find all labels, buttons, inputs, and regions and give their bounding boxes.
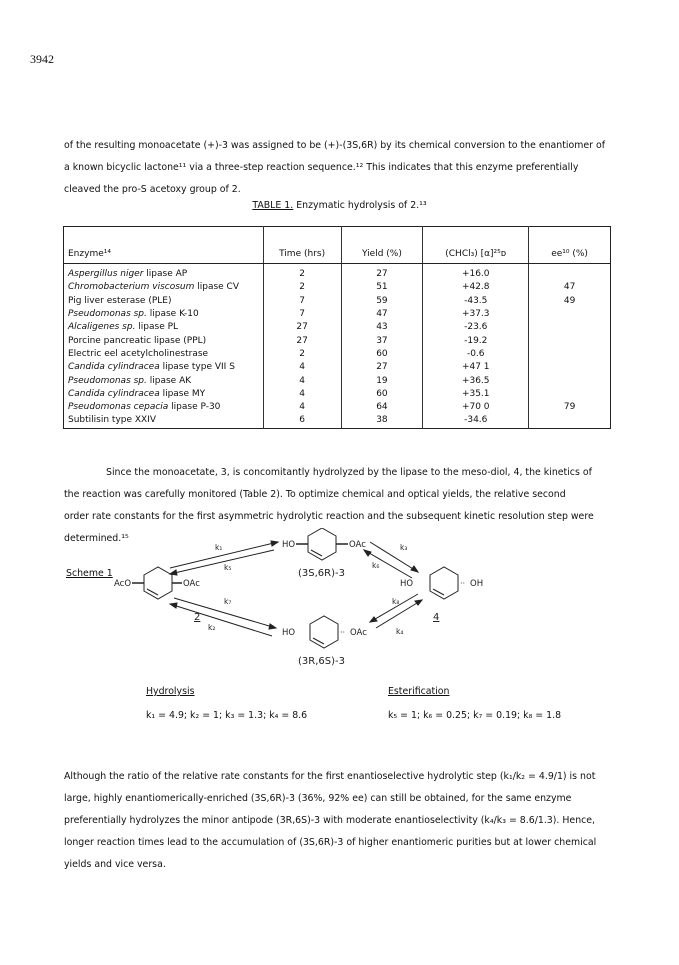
header-ee: ee¹⁰ (%) xyxy=(529,227,611,264)
k2-label: k₂ xyxy=(208,623,216,632)
arrow-k5-head xyxy=(170,570,177,575)
enzyme-name: lipase AP xyxy=(143,269,188,280)
cell-ee: 79 xyxy=(529,401,611,414)
arrow-k1-head xyxy=(271,541,278,546)
cell-rotation: +35.1 xyxy=(423,388,529,401)
kinetics-line-4: determined.¹⁵ xyxy=(64,533,129,544)
cell-ee xyxy=(529,388,611,401)
cell-time: 4 xyxy=(263,401,341,414)
table-row xyxy=(64,321,611,334)
cell-ee xyxy=(529,308,611,321)
cell-rotation: +36.5 xyxy=(423,374,529,387)
arrow-k6-head xyxy=(364,550,371,556)
cell-enzyme xyxy=(64,281,264,294)
intro-line-1: of the resulting monoacetate (+)-3 was assigned to be (+)-(3S,6R) by its chemical conversion to the enantiomer of xyxy=(64,140,606,151)
cell-ee xyxy=(529,334,611,347)
cell-time: 2 xyxy=(263,348,341,361)
cell-ee: 49 xyxy=(529,295,611,308)
table-caption xyxy=(0,200,679,211)
enzyme-organism: Candida cylindracea xyxy=(68,362,160,373)
reaction-arrows xyxy=(170,541,422,636)
cell-time: 7 xyxy=(263,308,341,321)
cell-rotation: -19.2 xyxy=(423,334,529,347)
cell-ee xyxy=(529,361,611,374)
cell-rotation: -23.6 xyxy=(423,321,529,334)
enzyme-name: Electric eel acetylcholinestrase xyxy=(68,348,209,359)
header-time: Time (hrs) xyxy=(263,227,341,264)
cell-time: 27 xyxy=(263,334,341,347)
right-hash-bond: ·· xyxy=(460,579,466,588)
header-rotation: (CHCl₃) [α]²⁵ᴅ xyxy=(423,227,529,264)
k1-label: k₁ xyxy=(215,543,223,552)
cell-rotation: -43.5 xyxy=(423,295,529,308)
ring-bottom xyxy=(282,616,367,667)
table-row xyxy=(64,334,611,347)
kinetics-line-2: the reaction was carefully monitored (Table 2). To optimize chemical and optical yields, the relative second xyxy=(64,489,566,500)
conclusion-line-1: Although the ratio of the relative rate constants for the first enantioselective hydrolytic step (k₁/k₂ = 4.9/1) is not xyxy=(64,771,596,782)
table-row xyxy=(64,281,611,294)
right-right-substituent: OH xyxy=(470,579,484,589)
rate-constant-labels xyxy=(208,543,407,636)
arrow-k5 xyxy=(170,550,274,574)
ring-top xyxy=(282,528,366,579)
top-left-substituent: HO xyxy=(282,540,296,550)
cell-yield: 60 xyxy=(341,388,423,401)
cell-rotation: -0.6 xyxy=(423,348,529,361)
enzyme-name: Subtilisin type XXIV xyxy=(68,415,157,426)
compound-2-label: 2 xyxy=(194,612,201,623)
cell-rotation: +42.8 xyxy=(423,281,529,294)
cell-yield: 27 xyxy=(341,361,423,374)
kinetics-line-3: order rate constants for the first asymmetric hydrolytic reaction and the subsequent kinetic resolution step were xyxy=(64,511,594,522)
hydrolysis-values: k₁ = 4.9; k₂ = 1; k₃ = 1.3; k₄ = 8.6 xyxy=(146,710,308,721)
conclusion-line-3: preferentially hydrolyzes the minor antipode (3R,6S)-3 with moderate enantioselectivity (k₄/k₃ = 8.6/1.3). Hence, xyxy=(64,815,596,826)
cell-yield: 37 xyxy=(341,334,423,347)
cell-ee xyxy=(529,264,611,282)
table-caption-label: TABLE 1. xyxy=(252,200,294,211)
header-enzyme: Enzyme¹⁴ xyxy=(64,227,264,264)
enzyme-name: lipase PL xyxy=(135,322,179,333)
bottom-left-substituent: HO xyxy=(282,628,296,638)
cell-rotation: +70 0 xyxy=(423,401,529,414)
cell-rotation: +37.3 xyxy=(423,308,529,321)
cell-ee: 47 xyxy=(529,281,611,294)
page-number: 3942 xyxy=(30,52,54,66)
intro-line-2: a known bicyclic lactone¹¹ via a three-step reaction sequence.¹² This indicates that this enzyme preferentially xyxy=(64,162,579,173)
top-compound-label: (3S,6R)-3 xyxy=(298,568,345,579)
table-row xyxy=(64,348,611,361)
arrow-k8-head xyxy=(370,617,377,622)
enzyme-name: Pig liver esterase (PLE) xyxy=(68,295,172,306)
cell-ee xyxy=(529,348,611,361)
table-row xyxy=(64,295,611,308)
conclusion-line-4: longer reaction times lead to the accumulation of (3S,6R)-3 of higher enantiomeric purities but at lower chemical xyxy=(64,837,597,848)
cell-rotation: +47 1 xyxy=(423,361,529,374)
enzyme-organism: Aspergillus niger xyxy=(68,269,144,280)
cell-time: 6 xyxy=(263,414,341,428)
cell-enzyme xyxy=(64,295,264,308)
cell-time: 2 xyxy=(263,281,341,294)
cell-rotation: +16.0 xyxy=(423,264,529,282)
cell-yield: 64 xyxy=(341,401,423,414)
kinetics-line-1: Since the monoacetate, 3, is concomitantly hydrolyzed by the lipase to the meso-diol, 4, the kinetics of xyxy=(106,467,592,478)
conclusion-line-2: large, highly enantiomerically-enriched (3S,6R)-3 (36%, 92% ee) can still be obtained, for the same enzyme xyxy=(64,793,572,804)
cell-time: 27 xyxy=(263,321,341,334)
enzyme-name: lipase P-30 xyxy=(168,402,221,413)
cell-yield: 59 xyxy=(341,295,423,308)
bottom-right-substituent: OAc xyxy=(350,628,367,638)
arrow-k7 xyxy=(170,604,272,636)
cell-ee xyxy=(529,414,611,428)
enzyme-organism: Pseudomonas cepacia xyxy=(68,402,169,413)
table-row xyxy=(64,374,611,387)
cell-ee xyxy=(529,321,611,334)
esterification-title: Esterification xyxy=(388,686,450,697)
table-row xyxy=(64,361,611,374)
table-caption-text: Enzymatic hydrolysis of 2.¹³ xyxy=(296,200,427,211)
cell-yield: 27 xyxy=(341,264,423,282)
cell-yield: 43 xyxy=(341,321,423,334)
table-row xyxy=(64,388,611,401)
enzyme-name: lipase K-10 xyxy=(146,309,199,320)
cell-enzyme xyxy=(64,348,264,361)
cell-yield: 51 xyxy=(341,281,423,294)
enzyme-name: lipase type VII S xyxy=(159,362,235,373)
header-yield: Yield (%) xyxy=(341,227,423,264)
cell-ee xyxy=(529,374,611,387)
cell-enzyme xyxy=(64,334,264,347)
top-right-substituent: OAc xyxy=(349,540,366,550)
hydrolysis-title: Hydrolysis xyxy=(146,686,195,697)
reaction-scheme xyxy=(100,528,540,678)
cell-enzyme xyxy=(64,374,264,387)
cell-time: 4 xyxy=(263,388,341,401)
cell-enzyme xyxy=(64,264,264,282)
cell-enzyme xyxy=(64,401,264,414)
cell-enzyme xyxy=(64,414,264,428)
enzyme-name: lipase CV xyxy=(194,282,239,293)
arrow-k2-head xyxy=(269,624,276,629)
enzyme-organism: Alcaligenes sp. xyxy=(68,322,136,333)
table-row xyxy=(64,414,611,428)
cell-time: 7 xyxy=(263,295,341,308)
conclusion-paragraph xyxy=(64,766,644,876)
arrow-k3-head xyxy=(411,566,418,572)
right-left-substituent: HO xyxy=(400,579,414,589)
cell-yield: 60 xyxy=(341,348,423,361)
table-body xyxy=(64,264,611,429)
k7-label: k₇ xyxy=(224,597,232,606)
table-header-row xyxy=(64,227,611,264)
enzyme-organism: Candida cylindracea xyxy=(68,388,160,399)
enzyme-organism: Pseudomonas sp. xyxy=(68,309,147,320)
intro-line-3: cleaved the pro-S acetoxy group of 2. xyxy=(64,184,241,195)
k5-label: k₅ xyxy=(224,563,232,572)
left-left-substituent: AcO xyxy=(114,579,132,589)
conclusion-line-5: yields and vice versa. xyxy=(64,859,166,870)
bottom-hash-bond: ·· xyxy=(340,628,346,637)
k4-label: k₄ xyxy=(396,627,404,636)
bottom-compound-label: (3R,6S)-3 xyxy=(298,656,345,667)
cell-yield: 47 xyxy=(341,308,423,321)
table-row xyxy=(64,401,611,414)
enzyme-organism: Chromobacterium viscosum xyxy=(68,282,195,293)
cell-yield: 38 xyxy=(341,414,423,428)
cell-rotation: -34.6 xyxy=(423,414,529,428)
cell-enzyme xyxy=(64,361,264,374)
enzyme-table xyxy=(63,226,611,429)
cell-time: 4 xyxy=(263,374,341,387)
scheme-label: Scheme 1 xyxy=(66,568,113,579)
enzyme-organism: Pseudomonas sp. xyxy=(68,375,147,386)
cell-time: 2 xyxy=(263,264,341,282)
enzyme-name: lipase AK xyxy=(146,375,192,386)
ring-right xyxy=(400,567,483,623)
cell-time: 4 xyxy=(263,361,341,374)
k3-label: k₃ xyxy=(400,543,408,552)
arrow-k4-head xyxy=(415,600,422,605)
cell-yield: 19 xyxy=(341,374,423,387)
enzyme-name: Porcine pancreatic lipase (PPL) xyxy=(68,335,207,346)
compound-4-label: 4 xyxy=(433,612,440,623)
table-row xyxy=(64,308,611,321)
cell-enzyme xyxy=(64,388,264,401)
esterification-values: k₅ = 1; k₆ = 0.25; k₇ = 0.19; k₈ = 1.8 xyxy=(388,710,562,721)
left-right-substituent: OAc xyxy=(183,579,200,589)
k8-label: k₈ xyxy=(392,597,400,606)
cell-enzyme xyxy=(64,308,264,321)
arrow-k7-head xyxy=(170,603,177,608)
intro-paragraph xyxy=(64,135,644,201)
table-row xyxy=(64,264,611,282)
enzyme-name: lipase MY xyxy=(159,388,206,399)
k6-label: k₆ xyxy=(372,561,380,570)
cell-enzyme xyxy=(64,321,264,334)
ring-left xyxy=(114,567,200,623)
